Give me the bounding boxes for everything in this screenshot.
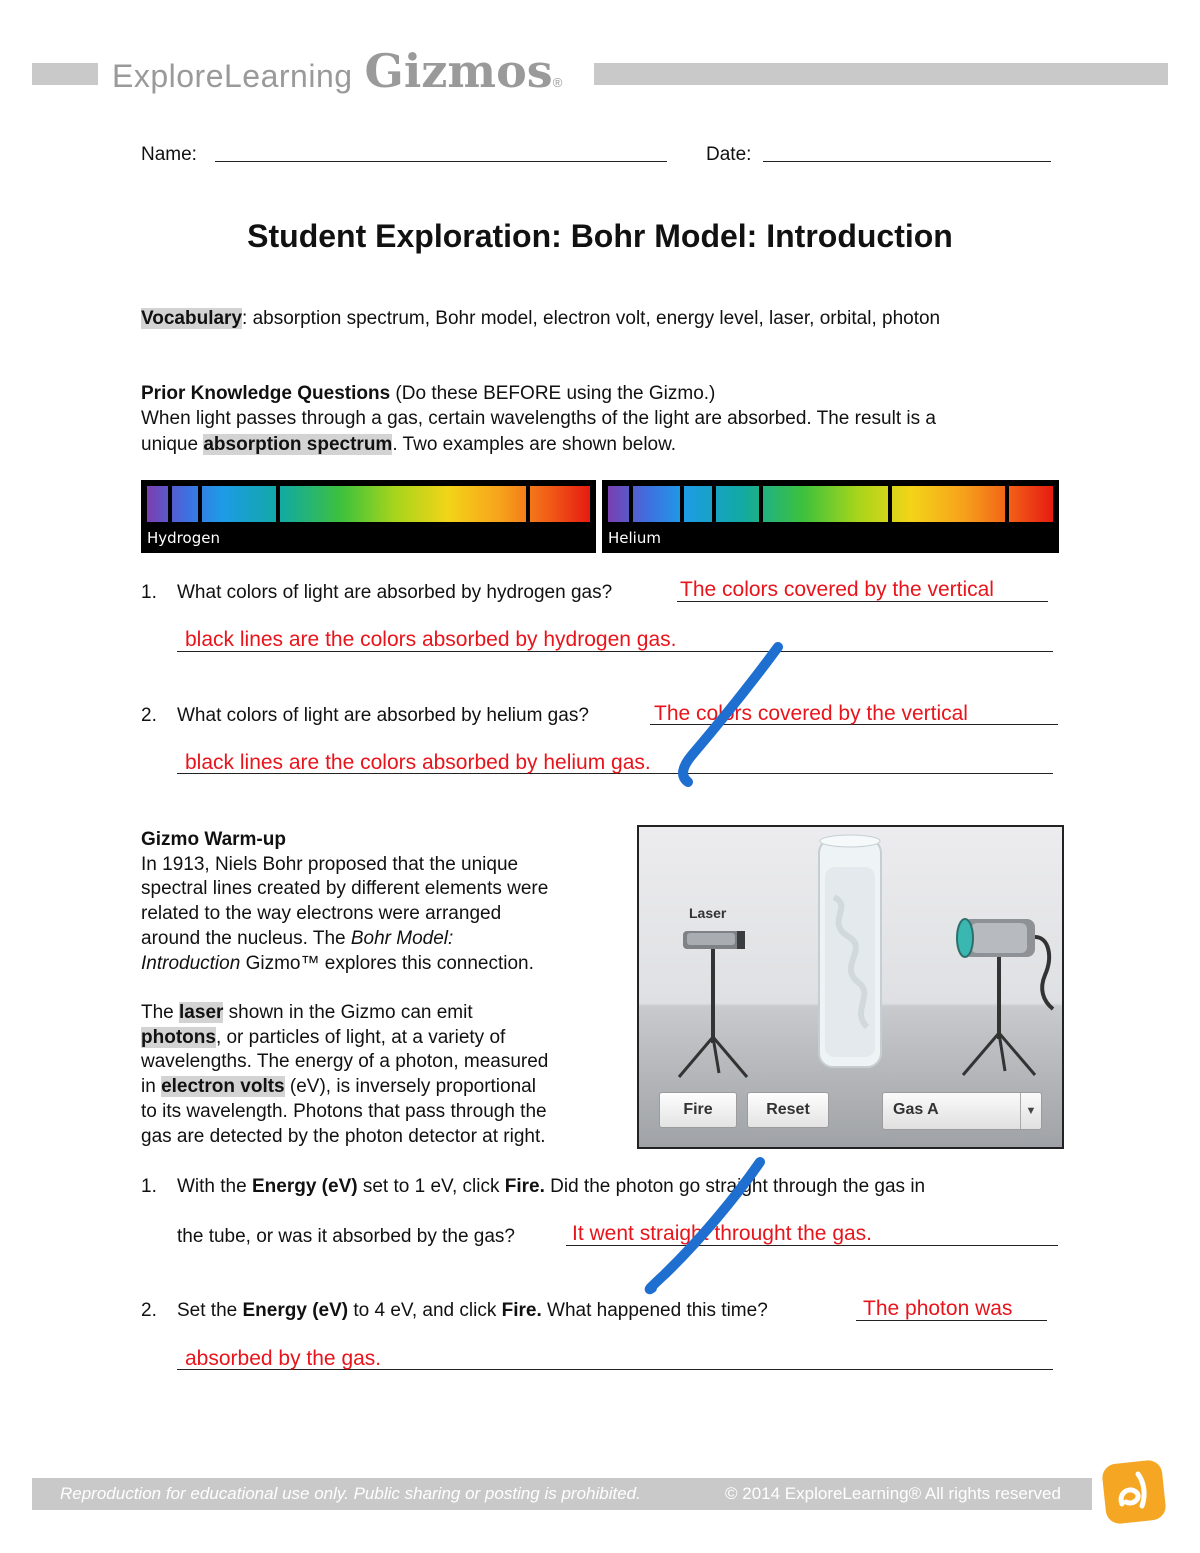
prior-q1-answer-2: black lines are the colors absorbed by hydrogen gas. (185, 628, 677, 651)
hydrogen-absorption-line (168, 486, 172, 522)
helium-label: Helium (608, 529, 661, 547)
warmup-q1-text-e: Did the photon go straight through the gas in (544, 1176, 926, 1197)
vocabulary-label: Vocabulary (141, 308, 243, 329)
prior-q2-answer-2: black lines are the colors absorbed by helium gas. (185, 751, 651, 774)
warmup-q1-text-a: With the (177, 1176, 252, 1197)
hydrogen-absorption-line (198, 486, 202, 522)
warmup-q2-line-1 (177, 1298, 768, 1324)
prior-line-2-post: . Two examples are shown below. (392, 434, 677, 455)
gas-select-value: Gas A (893, 1101, 939, 1118)
energy-ev-term: Energy (eV) (251, 1176, 358, 1197)
warmup-p2-l1-post: shown in the Gizmo can emit (223, 1002, 473, 1023)
warmup-p2-line-3: wavelengths. The energy of a photon, measured (141, 1051, 549, 1072)
warmup-p2-l2-post: , or particles of light, at a variety of (215, 1027, 506, 1048)
warmup-q1-number: 1. (141, 1176, 157, 1197)
helium-absorption-line (888, 486, 892, 522)
checkmark-icon (640, 630, 800, 800)
prior-q1-number: 1. (141, 582, 157, 603)
name-label: Name: (141, 144, 197, 165)
page-title: Student Exploration: Bohr Model: Introduction (247, 218, 953, 254)
warmup-q1-text-c: set to 1 eV, click (357, 1176, 505, 1197)
warmup-p2-line-1 (141, 1000, 473, 1025)
hydrogen-label: Hydrogen (147, 529, 220, 547)
vocabulary-line (141, 306, 940, 331)
prior-q2-number: 2. (141, 705, 157, 726)
prior-q2-text: What colors of light are absorbed by helium gas? (177, 705, 589, 726)
hydrogen-spectrum-band (147, 486, 590, 522)
date-label: Date: (706, 144, 752, 165)
fire-button[interactable]: Fire (659, 1092, 737, 1128)
brand-gizmos: Gizmos (364, 44, 553, 98)
name-field[interactable] (215, 161, 667, 162)
warmup-p2-l4-pre: in (141, 1076, 162, 1097)
warmup-q2-text-a: Set the (177, 1300, 243, 1321)
brand-explorelearning: ExploreLearning (112, 58, 353, 94)
footer-copyright: © 2014 ExploreLearning® All rights reserved (725, 1484, 1061, 1503)
warmup-q1-line-1 (177, 1174, 925, 1200)
hydrogen-absorption-line (526, 486, 530, 522)
helium-spectrum-band (608, 486, 1053, 522)
bohr-model-title-part1: Bohr Model: (350, 928, 454, 949)
brand-registered: ® (552, 75, 563, 90)
warmup-q1-answer: It went straight throught the gas. (572, 1222, 873, 1245)
helium-absorption-line (680, 486, 684, 522)
header-bar-left (32, 63, 98, 85)
date-field[interactable] (763, 161, 1051, 162)
energy-ev-term: Energy (eV) (242, 1300, 349, 1321)
prior-q1-text: What colors of light are absorbed by hydrogen gas? (177, 582, 613, 603)
photons-term: photons (141, 1027, 216, 1048)
electron-volts-term: electron volts (161, 1076, 285, 1097)
warmup-p1-line-3: related to the way electrons were arranged (141, 903, 502, 924)
bohr-model-title-part2: Introduction (141, 953, 241, 974)
hydrogen-spectrum (141, 480, 596, 553)
warmup-q2-text-c: to 4 eV, and click (348, 1300, 502, 1321)
warmup-q2-answer-1: The photon was (863, 1297, 1013, 1320)
helium-spectrum (602, 480, 1059, 553)
prior-line-2 (141, 432, 676, 457)
explorelearning-logo-icon (1098, 1456, 1170, 1528)
prior-heading-text: Prior Knowledge Questions (141, 383, 391, 404)
warmup-p1-line-2: spectral lines created by different elements were (141, 878, 549, 899)
warmup-p1-line-4-pre: around the nucleus. The (141, 928, 351, 949)
warmup-q2-number: 2. (141, 1300, 157, 1321)
gizmo-screenshot (637, 825, 1064, 1149)
warmup-p1-line-5-post: Gizmo™ explores this connection. (240, 953, 534, 974)
warmup-p2-l4-post: (eV), is inversely proportional (284, 1076, 536, 1097)
fire-term: Fire. (501, 1300, 542, 1321)
warmup-p1-line-1: In 1913, Niels Bohr proposed that the unique (141, 854, 519, 875)
prior-q2-answer-1: The colors covered by the vertical (654, 702, 968, 725)
laser-label: Laser (689, 905, 727, 921)
prior-line-1: When light passes through a gas, certain wavelengths of the light are absorbed. The result is a (141, 408, 936, 429)
warmup-p1-line-4 (141, 926, 453, 951)
warmup-p2-line-4 (141, 1074, 536, 1099)
helium-absorption-line (712, 486, 716, 522)
chevron-down-icon: ▼ (1020, 1093, 1041, 1129)
helium-absorption-line (1005, 486, 1009, 522)
warmup-p2-line-2 (141, 1025, 505, 1050)
fire-term: Fire. (504, 1176, 545, 1197)
prior-heading-note: (Do these BEFORE using the Gizmo.) (390, 383, 716, 404)
gas-select[interactable] (882, 1092, 1042, 1130)
helium-absorption-line (759, 486, 763, 522)
warmup-q2-answer-2: absorbed by the gas. (185, 1347, 382, 1370)
explorelearning-gizmos-logo (112, 44, 562, 104)
warmup-p1-line-5 (141, 951, 534, 976)
prior-line-2-pre: unique (141, 434, 204, 455)
laser-term: laser (179, 1002, 224, 1023)
warmup-heading: Gizmo Warm-up (141, 829, 286, 850)
absorption-spectrum-term: absorption spectrum (203, 434, 393, 455)
helium-absorption-line (629, 486, 633, 522)
footer-reproduction-notice: Reproduction for educational use only. Public sharing or posting is prohibited. (60, 1484, 641, 1503)
hydrogen-absorption-line (276, 486, 280, 522)
header-bar-right (594, 63, 1168, 85)
vocabulary-terms: : absorption spectrum, Bohr model, electron volt, energy level, laser, orbital, photon (242, 308, 941, 329)
warmup-q1-line-2: the tube, or was it absorbed by the gas? (177, 1226, 515, 1247)
warmup-p2-line-5: to its wavelength. Photons that pass through the (141, 1101, 547, 1122)
reset-button[interactable]: Reset (747, 1092, 829, 1128)
checkmark-icon (630, 1140, 790, 1300)
warmup-p2-l1-pre: The (141, 1002, 180, 1023)
warmup-p2-line-6: gas are detected by the photon detector at right. (141, 1126, 546, 1147)
prior-q1-answer-1: The colors covered by the vertical (680, 578, 994, 601)
warmup-q2-text-e: What happened this time? (541, 1300, 768, 1321)
prior-knowledge-heading (141, 381, 715, 406)
